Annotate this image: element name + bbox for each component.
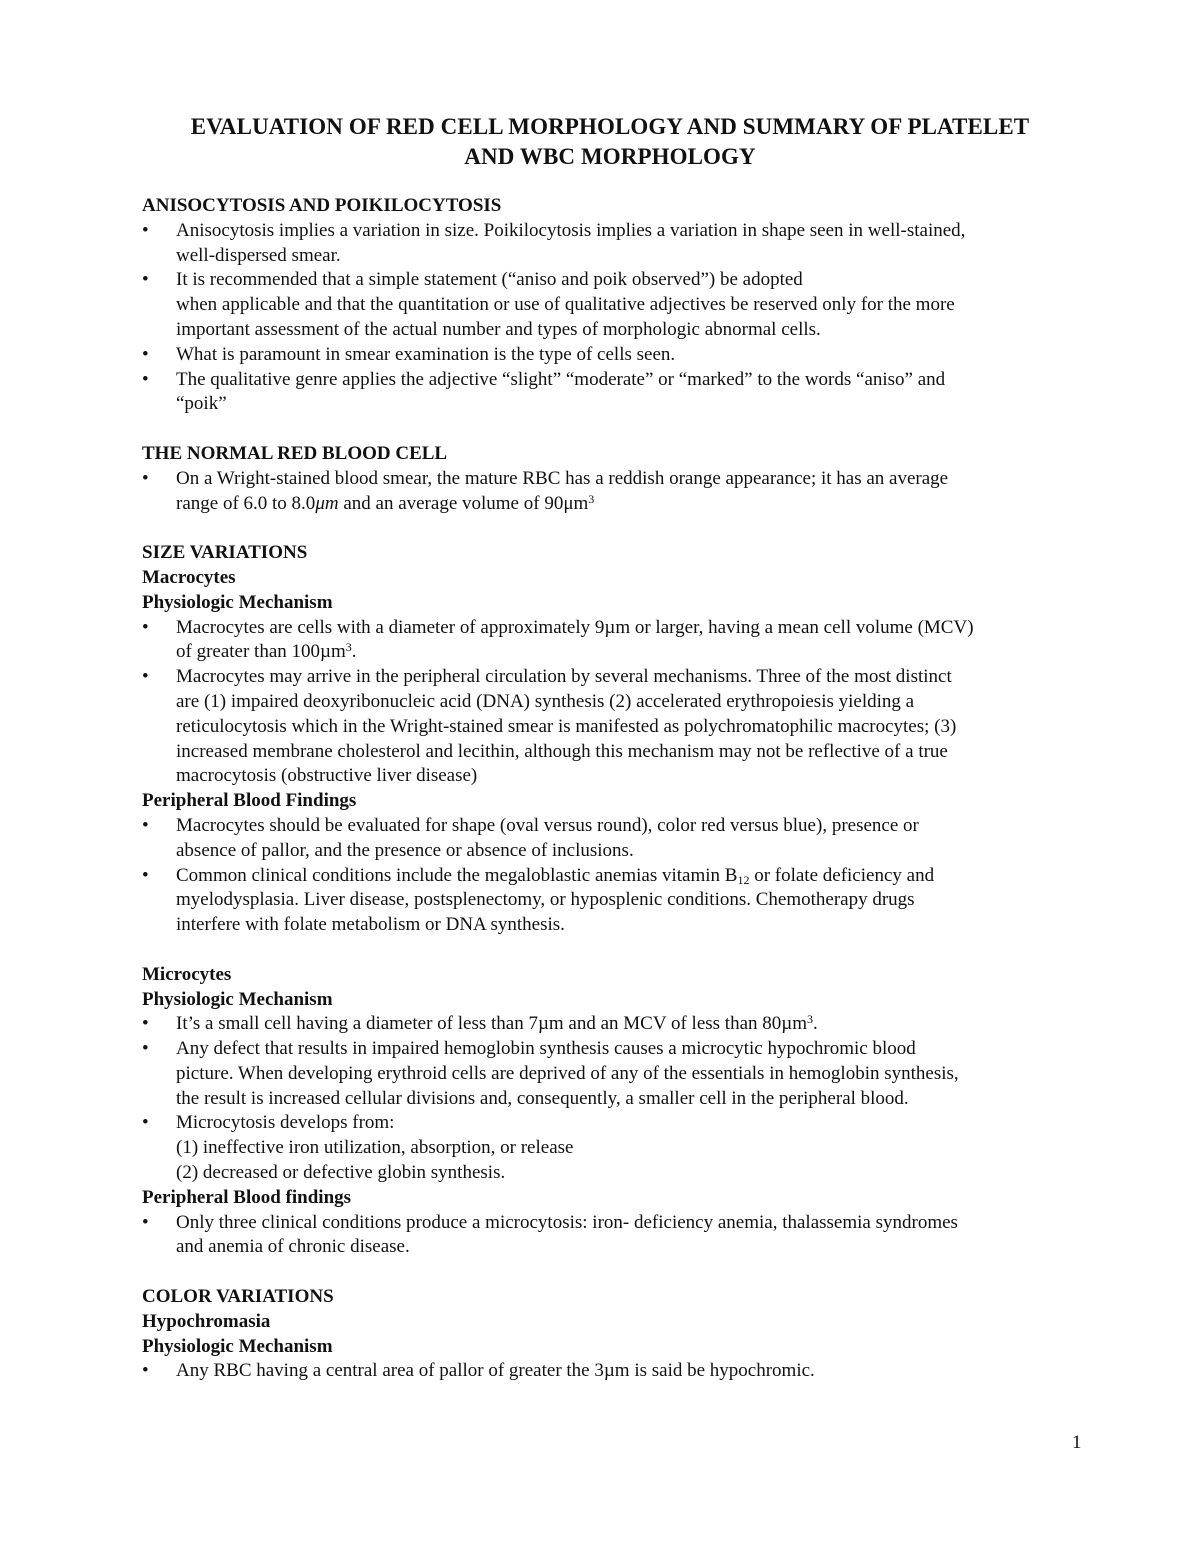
document-body bbox=[142, 194, 1102, 1384]
subheading-microcytes: Microcytes bbox=[142, 963, 232, 985]
macro-findings-list bbox=[142, 814, 1102, 938]
section-heading-aniso: ANISOCYTOSIS AND POIKILOCYTOSIS bbox=[142, 195, 502, 216]
subheading-mechanism: Physiologic Mechanism bbox=[142, 591, 333, 613]
list-item: • Macrocytes may arrive in the peripheral circulation by several mechanisms. Three of the most distinct are (1) impaired deoxyribonucleic acid (DNA) synthesis (2) accelerated erythropoiesis yielding a reticulocytosis which in the Wright-stained smear is manifested as polychromatophilic macrocytes; (3) increased membrane cholesterol and lecithin, although this mechanism may not be reflective of a true macrocytosis (obstructive liver disease) bbox=[142, 665, 1102, 789]
section-heading-normal: THE NORMAL RED BLOOD CELL bbox=[142, 442, 448, 464]
micro-mechanism-list bbox=[142, 1012, 1102, 1186]
list-item: • It’s a small cell having a diameter of less than 7µm and an MCV of less than 80µm$^3$. bbox=[142, 1012, 1102, 1037]
list-item: • Only three clinical conditions produce a microcytosis: iron- deficiency anemia, thalassemia syndromes and anemia of chronic disease. bbox=[142, 1211, 1102, 1261]
normal-bullet-list bbox=[142, 467, 1102, 517]
list-item: • It is recommended that a simple statement (“aniso and poik observed”) be adopted when applicable and that the quantitation or use of qualitative adjectives be reserved only for the more important assessment of the actual number and types of morphologic abnormal cells. bbox=[142, 268, 1102, 342]
title-line-2: AND WBC MORPHOLOGY bbox=[464, 144, 756, 169]
list-item: • Common clinical conditions include the megaloblastic anemias vitamin $B_{12}$ or folate deficiency and myelodysplasia. Liver disease, postsplenectomy, or hyposplenic conditions. Chemotherapy drugs interfere with folate metabolism or DNA synthesis. bbox=[142, 864, 1102, 938]
micro-findings-list bbox=[142, 1211, 1102, 1261]
subheading-findings: Peripheral Blood Findings bbox=[142, 790, 357, 812]
aniso-bullet-list bbox=[142, 219, 1102, 417]
list-item: • On a Wright-stained blood smear, the mature RBC has a reddish orange appearance; it has an average range of 6.0 to 8.0μm and an average volume of $90\mu m^3$ bbox=[142, 467, 1102, 517]
hypo-mechanism-list bbox=[142, 1359, 1102, 1384]
subheading-hypochromasia: Hypochromasia bbox=[142, 1310, 271, 1332]
list-item: • Macrocytes should be evaluated for shape (oval versus round), color red versus blue), presence or absence of pallor, and the presence or absence of inclusions. bbox=[142, 814, 1102, 864]
subheading-mechanism: Physiologic Mechanism bbox=[142, 988, 333, 1010]
section-heading-color: COLOR VARIATIONS bbox=[142, 1286, 334, 1308]
list-item: • Anisocytosis implies a variation in size. Poikilocytosis implies a variation in shape seen in well-stained, well-dispersed smear. bbox=[142, 219, 1102, 269]
document-title bbox=[100, 112, 1120, 172]
subheading-mechanism: Physiologic Mechanism bbox=[142, 1335, 333, 1357]
page-number: 1 bbox=[1072, 1432, 1082, 1453]
list-item: • Any RBC having a central area of pallor of greater the 3µm is said be hypochromic. bbox=[142, 1359, 1102, 1384]
list-item: • Any defect that results in impaired hemoglobin synthesis causes a microcytic hypochromic blood picture. When developing erythroid cells are deprived of any of the essentials in hemoglobin synthesis, the result is increased cellular divisions and, consequently, a smaller cell in the peripheral blood. bbox=[142, 1037, 1102, 1111]
list-item: • Macrocytes are cells with a diameter of approximately 9µm or larger, having a mean cell volume (MCV) of greater than 100µm$^3$. bbox=[142, 616, 1102, 666]
subheading-macrocytes: Macrocytes bbox=[142, 566, 236, 588]
subheading-findings: Peripheral Blood findings bbox=[142, 1186, 352, 1208]
macro-mechanism-list bbox=[142, 616, 1102, 790]
list-item: • What is paramount in smear examination is the type of cells seen. bbox=[142, 343, 1102, 368]
list-item: • Microcytosis develops from: (1) ineffective iron utilization, absorption, or release (2) decreased or defective globin synthesis. bbox=[142, 1111, 1102, 1185]
section-heading-size: SIZE VARIATIONS bbox=[142, 542, 308, 564]
list-item: • The qualitative genre applies the adjective “slight” “moderate” or “marked” to the words “aniso” and “poik” bbox=[142, 368, 1102, 418]
title-line-1: EVALUATION OF RED CELL MORPHOLOGY AND SUMMARY OF PLATELET bbox=[190, 114, 1030, 139]
